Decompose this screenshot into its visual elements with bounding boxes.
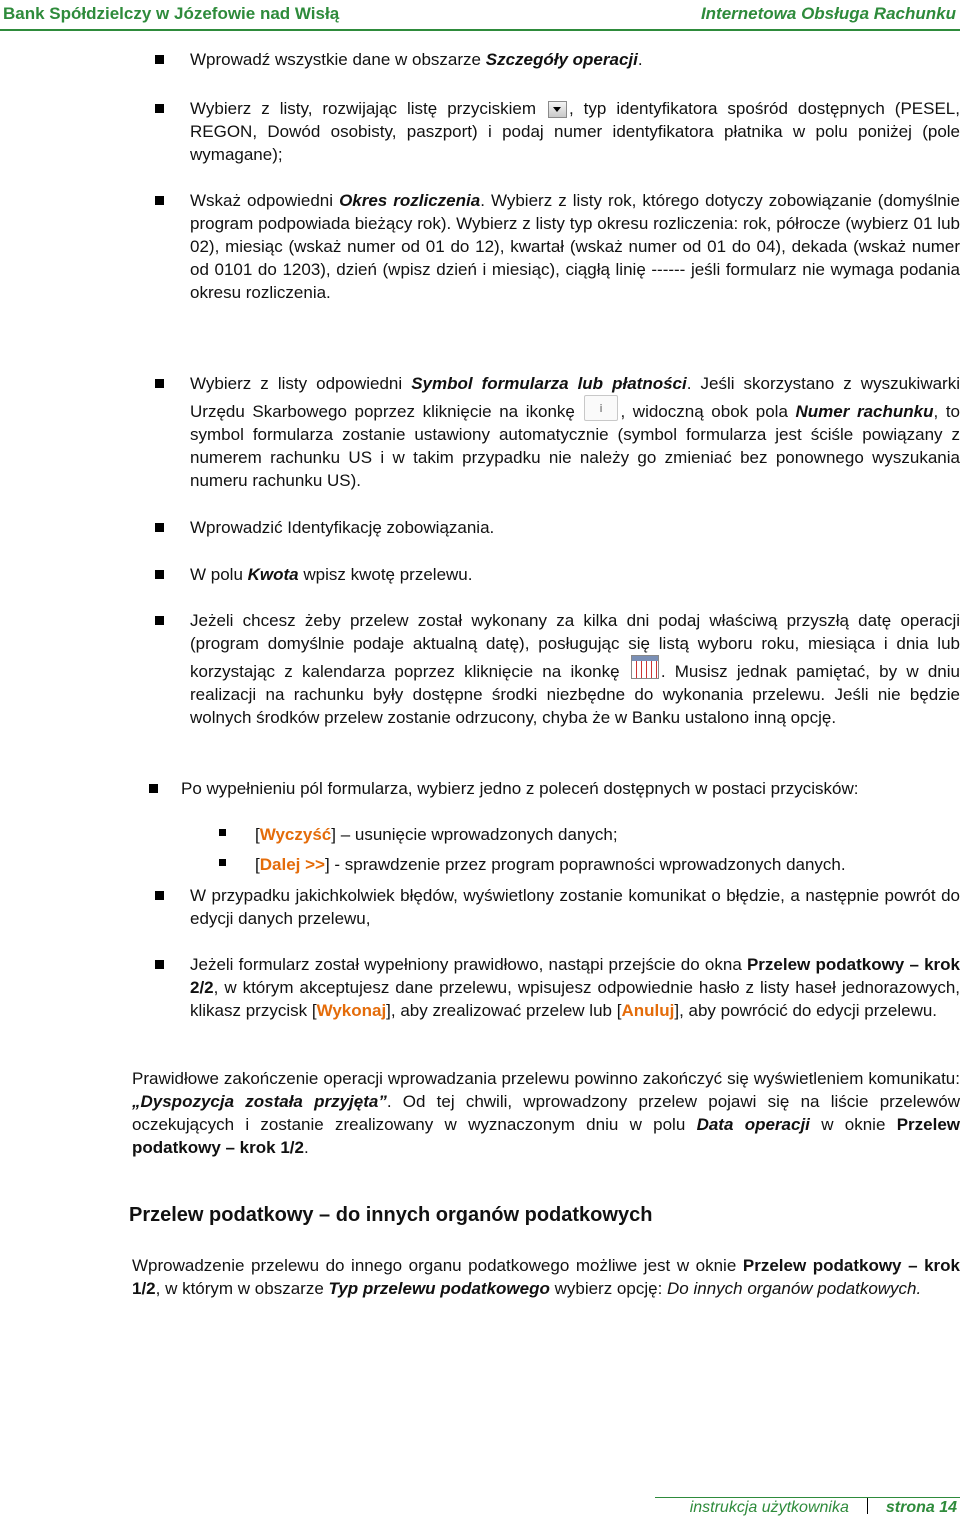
- text: . Od tej chwili, wprowadzony przelew pojawi się na liście przelewów oczekujących i zostanie zrealizowany w wyznaczonym dniu w polu: [132, 1092, 960, 1134]
- text: Wybierz z listy odpowiedni: [190, 374, 412, 393]
- option-name: Do innych organów podatkowych.: [667, 1279, 922, 1298]
- emphasis: Szczegóły operacji: [485, 50, 638, 69]
- bracket: ]: [324, 855, 330, 874]
- text: – usunięcie wprowadzonych danych;: [335, 825, 618, 844]
- text: wybierz opcję:: [549, 1279, 668, 1298]
- text: . Jeśli skorzystano z wyszukiwarki Urzędu Skarbowego poprzez kliknięcie na ikonkę: [190, 374, 960, 421]
- instruction-buttons: [181, 777, 960, 800]
- text: Wprowadzić Identyfikację zobowiązania.: [190, 518, 495, 537]
- instruction-confirm: [190, 953, 960, 1022]
- text: , to symbol formularza zostanie ustawiony automatycznie (symbol formularza jest ściśle powiązany z numerem rachunku US i w takim przypadku nie należy go zmieniać bez ponownego wyszukania numeru rachunku US).: [190, 402, 960, 490]
- text: . Musisz jednak pamiętać, by w dniu realizacji na rachunku były dostępne środki niezbędne do wykonania przelewu. Jeśli nie będzie wolnych środków przelew zostanie odrzucony, chyba że w Banku ustalono inną opcję.: [190, 662, 960, 727]
- emphasis: Typ przelewu podatkowego: [328, 1279, 550, 1298]
- bullet: [155, 55, 164, 64]
- text: - sprawdzenie przez program poprawności wprowadzonych danych.: [329, 855, 846, 874]
- text: W przypadku jakichkolwiek błędów, wyświetlony zostanie komunikat o błędzie, a następnie powrót do edycji danych przelewu,: [190, 886, 960, 928]
- calendar-icon[interactable]: [631, 655, 659, 679]
- instruction-amount: [190, 563, 960, 586]
- sub-bullet: [219, 829, 226, 836]
- message-quote: „Dyspozycja została przyjęta”: [132, 1092, 387, 1111]
- bullet: [155, 891, 164, 900]
- bullet: [149, 784, 158, 793]
- instruction-period: [190, 189, 960, 304]
- tax-office-search-icon[interactable]: [584, 395, 618, 421]
- clear-button-label: Wyczyść: [259, 825, 332, 844]
- cancel-button-label: Anuluj: [621, 1001, 675, 1020]
- instruction-errors: [190, 884, 960, 930]
- text: .: [637, 50, 643, 69]
- bracket: [: [255, 855, 260, 874]
- text: W polu: [190, 565, 248, 584]
- instruction-identifier: [190, 97, 960, 166]
- instruction-symbol: [190, 372, 960, 492]
- bracket: [: [255, 825, 260, 844]
- bullet: [155, 523, 164, 532]
- sub-item-next: [255, 853, 955, 876]
- bullet: [155, 379, 164, 388]
- emphasis: Symbol formularza lub płatności: [411, 374, 687, 393]
- emphasis: Okres rozliczenia: [339, 191, 481, 210]
- text: Prawidłowe zakończenie operacji wprowadzania przelewu powinno zakończyć się wyświetleniem komunikatu:: [132, 1069, 960, 1088]
- text: , widoczną obok pola: [620, 402, 796, 421]
- sub-item-clear: [255, 823, 955, 846]
- text: wpisz kwotę przelewu.: [298, 565, 473, 584]
- bullet: [155, 196, 164, 205]
- footer-label: instrukcja użytkownika: [689, 1499, 849, 1516]
- bracket: ]: [331, 825, 336, 844]
- text: . Wybierz z listy rok, którego dotyczy zobowiązanie (domyślnie program podpowiada bieżący rok). Wybierz z listy typ okresu rozliczenia: rok, półrocze (wybierz 01 lub 02), miesiąc (wskaż numer od 01 do 12), kwartał (wskaż numer od 01 do 04), dekada (wskaż numer od 0101 do 1203), dzień (wpisz dzień i miesiąc), ciągłą linię ------ jeśli formularz nie wymaga podania okresu rozliczenia.: [190, 191, 960, 302]
- text: w oknie: [809, 1115, 897, 1134]
- text: , typ identyfikatora spośród dostępnych (PESEL, REGON, Dowód osobisty, paszport) i podaj numer identyfikatora płatnika w polu poniżej (pole wymagane);: [190, 99, 960, 164]
- instruction-date: [190, 609, 960, 729]
- emphasis: Numer rachunku: [795, 402, 934, 421]
- bullet: [155, 570, 164, 579]
- emphasis: Data operacji: [696, 1115, 810, 1134]
- dropdown-button-icon[interactable]: [548, 101, 567, 118]
- text: Wskaż odpowiedni: [190, 191, 340, 210]
- window-name: Przelew podatkowy – krok 1/2: [132, 1256, 960, 1298]
- bank-name: Bank Spółdzielczy w Józefowie nad Wisłą: [3, 4, 340, 23]
- paragraph-other-tax: [132, 1254, 960, 1300]
- bullet: [155, 960, 164, 969]
- app-name: Internetowa Obsługa Rachunku: [700, 4, 956, 23]
- bullet: [155, 616, 164, 625]
- text: Jeżeli formularz został wypełniony prawidłowo, nastąpi przejście do okna: [190, 955, 747, 974]
- page-number: strona 14: [885, 1499, 957, 1516]
- bullet: [155, 104, 164, 113]
- footer: [690, 1498, 957, 1517]
- footer-separator: [867, 1498, 868, 1514]
- text: Wybierz z listy, rozwijając listę przyciskiem: [190, 99, 546, 118]
- section-title: Przelew podatkowy – do innych organów podatkowych: [129, 1204, 653, 1226]
- instruction-details: [190, 48, 960, 71]
- text: .: [303, 1138, 309, 1157]
- next-button-label: Dalej >>: [259, 855, 325, 874]
- sub-bullet: [219, 859, 226, 866]
- text: Wprowadzenie przelewu do innego organu podatkowego możliwe jest w oknie: [132, 1256, 743, 1275]
- text: Po wypełnieniu pól formularza, wybierz jedno z poleceń dostępnych w postaci przycisków:: [181, 779, 859, 798]
- text: Wprowadź wszystkie dane w obszarze: [190, 50, 486, 69]
- window-name: Przelew podatkowy – krok 1/2: [132, 1115, 960, 1157]
- text: ], aby zrealizować przelew lub [: [386, 1001, 622, 1020]
- paragraph-completion: [132, 1067, 960, 1159]
- header-rule: [0, 29, 960, 31]
- text: Jeżeli chcesz żeby przelew został wykonany za kilka dni podaj właściwą przyszłą datę operacji (program domyślnie podaje aktualną datę), posługując się listą wyboru roku, miesiąca i dnia lub korzystając z kalendarza poprzez kliknięcie na ikonkę: [190, 611, 960, 681]
- emphasis: Kwota: [247, 565, 299, 584]
- window-name: Przelew podatkowy – krok 2/2: [190, 955, 960, 997]
- text: ], aby powrócić do edycji przelewu.: [674, 1001, 938, 1020]
- instruction-identification: [190, 516, 960, 539]
- text: , w którym akceptujesz dane przelewu, wpisujesz odpowiednie hasło z listy haseł jednorazowych, klikasz przycisk [: [190, 978, 960, 1020]
- execute-button-label: Wykonaj: [316, 1001, 387, 1020]
- text: , w którym w obszarze: [155, 1279, 329, 1298]
